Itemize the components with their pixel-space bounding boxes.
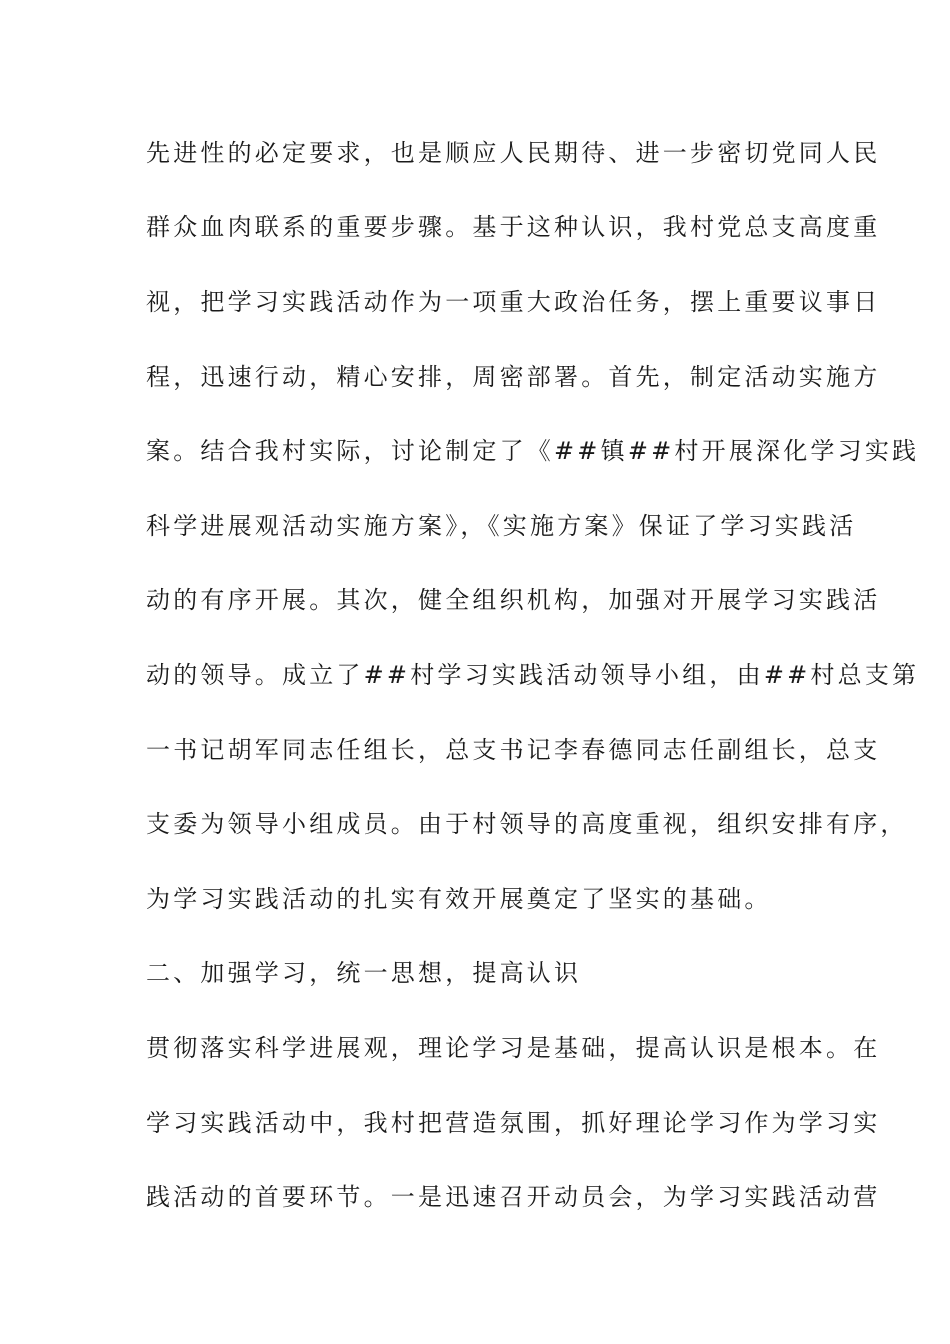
paragraph-line: 视，把学习实践活动作为一项重大政治任务，摆上重要议事日 <box>146 288 881 316</box>
paragraph-line: 支委为领导小组成员。由于村领导的高度重视，组织安排有序， <box>146 810 908 838</box>
paragraph-line: 一书记胡军同志任组长，总支书记李春德同志任副组长，总支 <box>146 736 881 764</box>
paragraph-line: 先进性的必定要求，也是顺应人民期待、进一步密切党同人民 <box>146 139 881 167</box>
paragraph-line: 程，迅速行动，精心安排，周密部署。首先，制定活动实施方 <box>146 363 881 391</box>
paragraph-line: 动的领导。成立了##村学习实践活动领导小组，由##村总支第 <box>146 661 920 689</box>
paragraph-line: 学习实践活动中，我村把营造氛围，抓好理论学习作为学习实 <box>146 1109 881 1137</box>
paragraph-line: 践活动的首要环节。一是迅速召开动员会，为学习实践活动营 <box>146 1183 881 1211</box>
paragraph-line: 为学习实践活动的扎实有效开展奠定了坚实的基础。 <box>146 885 772 913</box>
paragraph-line: 动的有序开展。其次，健全组织机构，加强对开展学习实践活 <box>146 586 881 614</box>
paragraph-line: 群众血肉联系的重要步骤。基于这种认识，我村党总支高度重 <box>146 213 881 241</box>
paragraph-line: 案。结合我村实际，讨论制定了《##镇##村开展深化学习实践 <box>146 437 920 465</box>
section-heading: 二、加强学习，统一思想，提高认识 <box>146 959 582 987</box>
paragraph-line: 贯彻落实科学进展观，理论学习是基础，提高认识是根本。在 <box>146 1034 881 1062</box>
paragraph-line: 科学进展观活动实施方案》，《实施方案》保证了学习实践活 <box>146 512 857 540</box>
